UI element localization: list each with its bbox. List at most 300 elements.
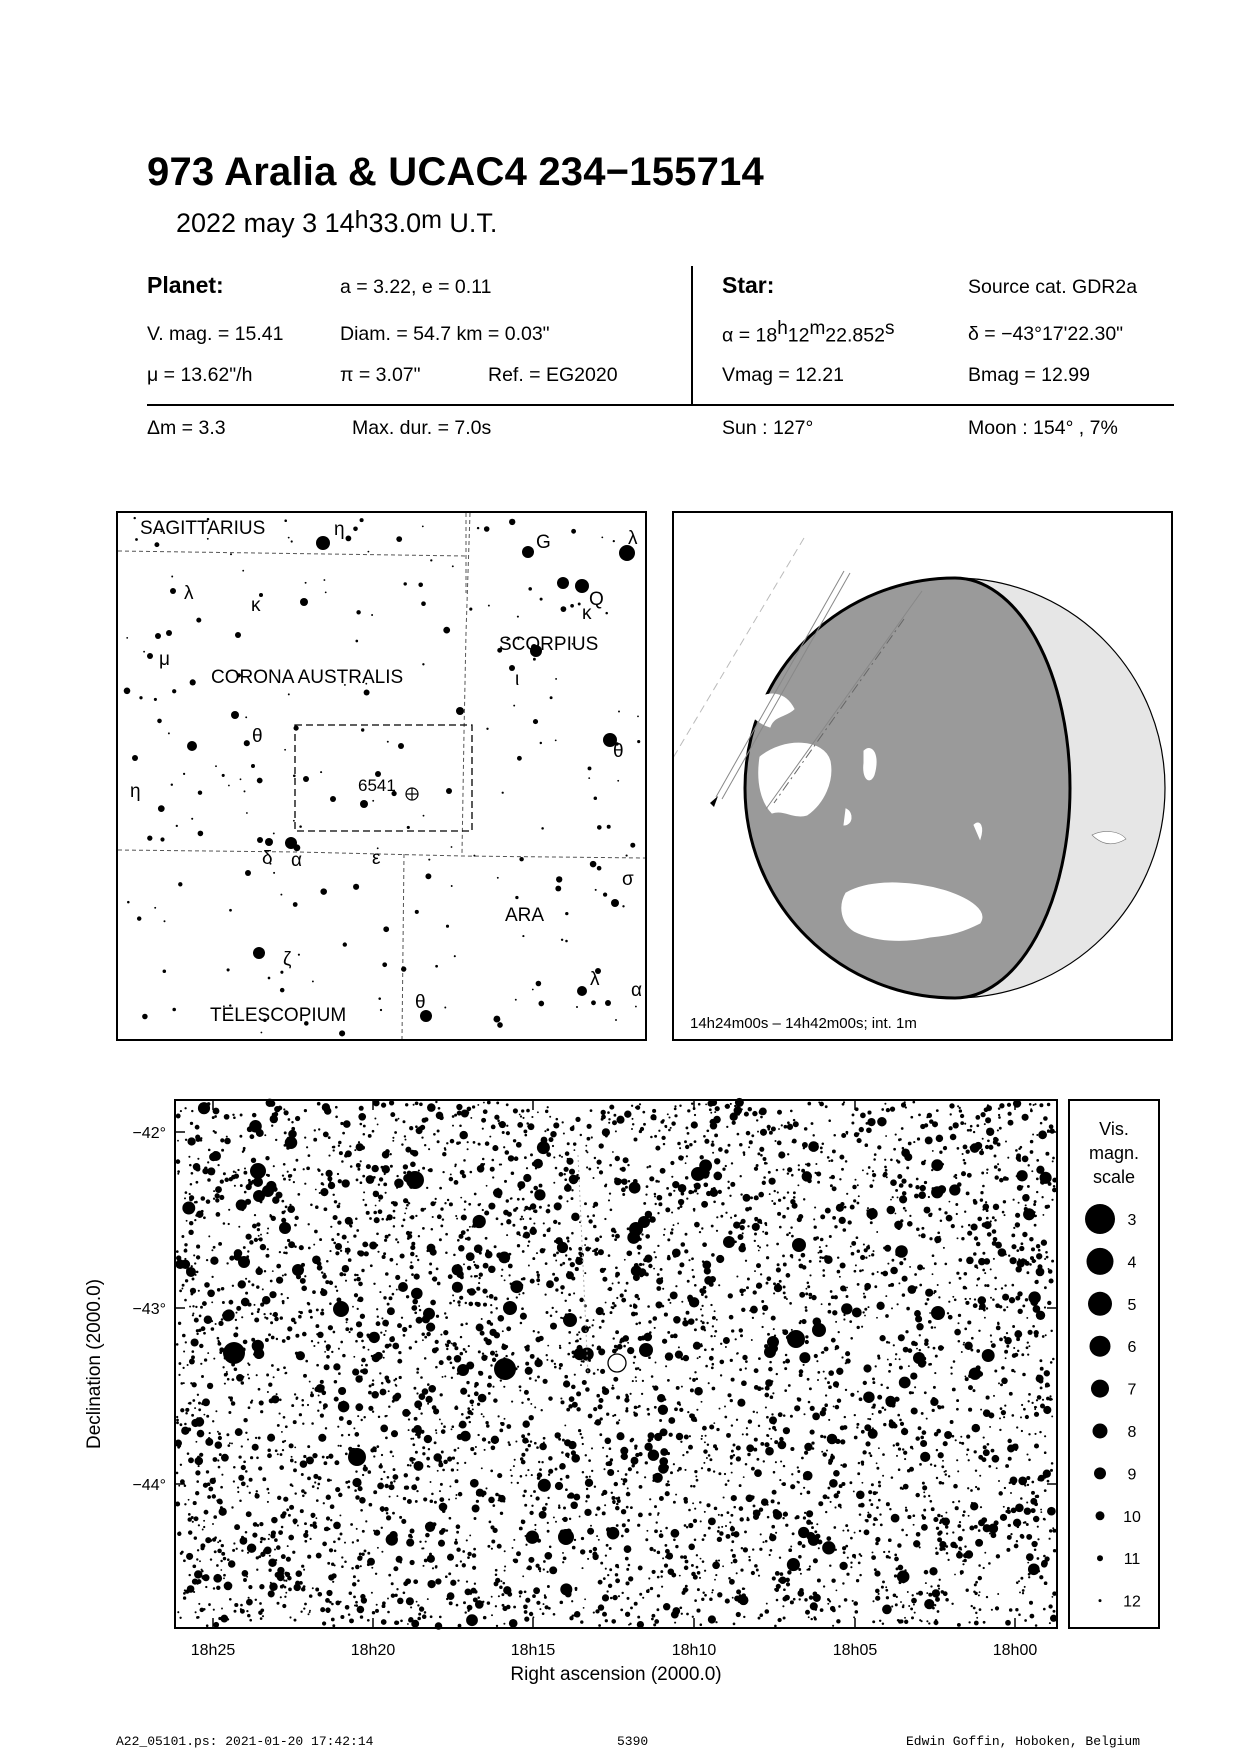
field-star-969 — [984, 1123, 986, 1125]
field-star-3352 — [467, 1237, 471, 1241]
field-star-4359 — [608, 1118, 610, 1120]
field-star-3144 — [903, 1347, 909, 1353]
field-star-115 — [543, 1560, 546, 1563]
field-star-4282 — [318, 1592, 323, 1597]
field-star-209 — [416, 1368, 419, 1371]
field-star-3431 — [241, 1298, 250, 1307]
field-star-3567 — [506, 1103, 509, 1106]
field-star-1427 — [344, 1154, 348, 1158]
field-star-1874 — [427, 1323, 431, 1327]
field-star-3312 — [324, 1527, 328, 1531]
field-star-2742 — [411, 1484, 417, 1490]
field-star-12 — [564, 1167, 569, 1172]
field-star-4114 — [478, 1282, 480, 1284]
finder-star-f117 — [293, 774, 296, 777]
field-star-3191 — [793, 1119, 796, 1122]
field-star-802 — [547, 1530, 550, 1533]
field-star-1279 — [517, 1366, 519, 1368]
field-star-2463 — [312, 1485, 315, 1488]
field-star-3276 — [919, 1334, 921, 1336]
field-star-4562 — [700, 1320, 702, 1322]
field-star-693 — [701, 1435, 703, 1437]
field-star-4609 — [294, 1321, 297, 1324]
field-star-2106 — [343, 1273, 346, 1276]
field-star-1975 — [616, 1396, 620, 1400]
field-star-1013 — [199, 1344, 203, 1348]
field-star-1097 — [442, 1376, 444, 1378]
field-star-3116 — [192, 1312, 194, 1314]
field-star-779 — [284, 1596, 286, 1598]
field-star-2990 — [982, 1269, 985, 1272]
field-star-4318 — [895, 1603, 897, 1605]
field-star-2925 — [872, 1620, 875, 1623]
field-star-1363 — [664, 1228, 666, 1230]
field-star-2194 — [648, 1589, 650, 1591]
field-star-3897 — [583, 1607, 585, 1609]
field-star-3950 — [607, 1111, 610, 1114]
field-star-4331 — [970, 1146, 972, 1148]
field-star-4274 — [193, 1163, 201, 1171]
field-star-3575 — [916, 1323, 923, 1330]
field-star-2203 — [321, 1271, 323, 1273]
field-star-4574 — [366, 1175, 375, 1184]
field-star-4592 — [846, 1287, 848, 1289]
field-star-4687 — [607, 1288, 609, 1290]
field-star-3927 — [381, 1382, 384, 1385]
field-star-4446 — [264, 1270, 266, 1272]
field-star-280 — [459, 1125, 462, 1128]
field-star-2437 — [571, 1385, 576, 1390]
field-star-3623 — [221, 1474, 223, 1476]
field-star-2387 — [456, 1604, 459, 1607]
field-star-1727 — [998, 1168, 1001, 1171]
field-star-2661 — [694, 1371, 696, 1373]
field-star-416 — [481, 1118, 486, 1123]
field-star-853 — [320, 1414, 324, 1418]
field-star-4464 — [523, 1604, 528, 1609]
field-star-2287 — [817, 1579, 821, 1583]
field-star-3754 — [996, 1467, 998, 1469]
field-star-2676 — [817, 1379, 819, 1381]
field-star-1713 — [379, 1291, 381, 1293]
field-star-3209 — [795, 1517, 798, 1520]
finder-star-f73 — [423, 815, 425, 817]
field-star-3128 — [217, 1337, 220, 1340]
field-star-2557 — [822, 1269, 825, 1272]
field-star-401 — [416, 1601, 418, 1603]
field-star-3518 — [867, 1207, 869, 1209]
field-star-3201 — [834, 1506, 836, 1508]
field-star-754 — [932, 1273, 934, 1275]
field-star-1441 — [712, 1387, 716, 1391]
field-star-1976 — [314, 1129, 316, 1131]
field-star-3715 — [388, 1574, 391, 1577]
field-star-3951 — [287, 1171, 289, 1173]
field-star-4094 — [248, 1597, 250, 1599]
field-star-2247 — [685, 1585, 688, 1588]
field-star-205 — [714, 1310, 716, 1312]
field-star-2816 — [494, 1297, 498, 1301]
field-star-3274 — [1004, 1487, 1006, 1489]
field-star-1177 — [268, 1534, 270, 1536]
field-star-1 — [765, 1447, 774, 1456]
field-star-131 — [998, 1480, 1000, 1482]
field-star-888 — [554, 1202, 562, 1210]
field-star-4498 — [345, 1453, 348, 1456]
field-star-2709 — [615, 1578, 620, 1583]
field-star-1509 — [820, 1238, 824, 1242]
field-star-827 — [973, 1607, 976, 1610]
field-star-2629 — [585, 1454, 587, 1456]
field-star-2250 — [602, 1612, 607, 1617]
field-star-4492 — [651, 1618, 654, 1621]
field-star-1170 — [653, 1623, 656, 1626]
field-star-506 — [222, 1366, 224, 1368]
finder-star-f112 — [509, 519, 515, 525]
field-star-3673 — [531, 1505, 533, 1507]
field-star-2209 — [406, 1597, 414, 1605]
minute-mark: m — [421, 206, 442, 234]
field-star-1868 — [418, 1407, 421, 1410]
finder-star-8 — [231, 711, 239, 719]
field-star-2860 — [281, 1293, 283, 1295]
field-star-267 — [316, 1553, 322, 1559]
field-star-1701 — [728, 1293, 733, 1298]
field-star-1181 — [891, 1605, 893, 1607]
field-star-2061 — [912, 1101, 915, 1104]
field-star-4033 — [323, 1273, 325, 1275]
finder-star-f97 — [298, 954, 300, 956]
field-star-826 — [271, 1125, 273, 1127]
field-star-4639 — [692, 1378, 696, 1382]
field-star-2775 — [361, 1553, 364, 1556]
field-star-4287 — [179, 1531, 181, 1533]
field-star-3178 — [357, 1579, 360, 1582]
field-star-638 — [559, 1367, 562, 1370]
time-system: U.T. — [441, 208, 498, 238]
field-star-4067 — [954, 1174, 957, 1177]
field-star-3596 — [728, 1577, 731, 1580]
field-star-2491 — [825, 1511, 827, 1513]
field-star-2713 — [412, 1438, 414, 1440]
field-star-3009 — [226, 1433, 229, 1436]
field-star-3832 — [411, 1273, 414, 1276]
field-star-1580 — [362, 1175, 365, 1178]
field-star-514 — [823, 1494, 828, 1499]
field-star-3515 — [728, 1230, 732, 1234]
field-star-4003 — [184, 1107, 186, 1109]
field-star-3531 — [949, 1282, 951, 1284]
field-star-4103 — [782, 1255, 785, 1258]
field-star-2327 — [611, 1492, 613, 1494]
label-theta-ara: θ — [415, 992, 426, 1013]
field-star-2191 — [964, 1342, 972, 1350]
field-star-65 — [437, 1140, 440, 1143]
field-star-2132 — [905, 1507, 907, 1509]
finder-star-f19 — [135, 538, 138, 541]
field-star-3941 — [653, 1385, 658, 1390]
field-star-4266 — [424, 1208, 426, 1210]
field-star-3183 — [925, 1302, 928, 1305]
earth-globe-svg — [674, 513, 1171, 1039]
field-star-2722 — [798, 1568, 801, 1571]
field-star-4252 — [367, 1619, 370, 1622]
field-star-2091 — [863, 1364, 871, 1372]
field-star-1606 — [897, 1543, 901, 1547]
field-star-3487 — [218, 1436, 222, 1440]
field-star-3764 — [306, 1166, 310, 1170]
field-star-4312 — [872, 1170, 874, 1172]
field-star-330 — [814, 1226, 817, 1229]
field-star-3319 — [338, 1372, 341, 1375]
field-star-3712 — [501, 1593, 504, 1596]
field-star-704 — [691, 1102, 693, 1104]
field-star-2136 — [474, 1391, 479, 1396]
field-star-1901 — [951, 1603, 953, 1605]
field-star-2410 — [304, 1540, 307, 1543]
finder-star-21 — [265, 838, 273, 846]
field-star-3734 — [634, 1312, 637, 1315]
field-star-2821 — [803, 1198, 805, 1200]
field-star-1555 — [902, 1276, 908, 1282]
field-star-2574 — [441, 1429, 446, 1434]
field-star-4080 — [316, 1499, 319, 1502]
field-star-68 — [337, 1233, 340, 1236]
field-star-239 — [900, 1422, 904, 1426]
field-star-4158 — [875, 1365, 877, 1367]
field-star-2338 — [994, 1155, 997, 1158]
field-star-666 — [208, 1235, 210, 1237]
field-star-3829 — [474, 1275, 477, 1278]
field-star-3561 — [431, 1228, 434, 1231]
field-star-3781 — [288, 1514, 291, 1517]
field-star-3901 — [315, 1205, 319, 1209]
field-star-2116 — [281, 1526, 284, 1529]
field-star-769 — [427, 1598, 429, 1600]
finder-star-f126 — [533, 658, 536, 661]
field-star-2432 — [212, 1420, 214, 1422]
field-star-1393 — [699, 1501, 702, 1504]
field-star-3339 — [572, 1546, 576, 1550]
field-star-4260 — [185, 1248, 187, 1250]
field-star-1451 — [492, 1504, 495, 1507]
field-star-854 — [413, 1104, 415, 1106]
field-star-2456 — [612, 1120, 617, 1125]
finder-star-f113 — [230, 553, 232, 555]
field-star-4685 — [280, 1585, 284, 1589]
field-star-3537 — [842, 1582, 844, 1584]
label-epsilon-cra: ε — [372, 848, 381, 869]
field-star-3058 — [566, 1408, 570, 1412]
field-star-2587 — [1048, 1385, 1050, 1387]
field-star-3227 — [296, 1397, 299, 1400]
field-star-781 — [328, 1182, 335, 1189]
field-star-3568 — [383, 1182, 387, 1186]
field-star-2867 — [459, 1425, 461, 1427]
field-star-801 — [710, 1335, 712, 1337]
field-star-2570 — [358, 1250, 364, 1256]
field-star-3326 — [556, 1118, 559, 1121]
field-star-3809 — [1028, 1576, 1030, 1578]
field-star-2214 — [989, 1130, 994, 1135]
field-star-4323 — [791, 1235, 794, 1238]
finder-star-f5 — [477, 527, 479, 529]
field-star-3360 — [730, 1526, 735, 1531]
field-star-415 — [1000, 1383, 1003, 1386]
field-star-2619 — [1005, 1177, 1009, 1181]
field-star-2481 — [580, 1620, 583, 1623]
field-star-2820 — [534, 1524, 536, 1526]
field-star-2125 — [335, 1116, 338, 1119]
field-star-2232 — [899, 1377, 911, 1389]
field-star-669 — [753, 1290, 757, 1294]
field-star-334 — [790, 1110, 793, 1113]
finder-star-4 — [155, 633, 161, 639]
field-star-1328 — [825, 1394, 827, 1396]
field-star-597 — [1049, 1278, 1054, 1283]
field-star-848 — [196, 1255, 200, 1259]
field-star-2506 — [963, 1144, 968, 1149]
field-star-1025 — [957, 1470, 959, 1472]
field-star-803 — [936, 1527, 939, 1530]
field-star-3419 — [878, 1447, 880, 1449]
field-star-1159 — [995, 1288, 997, 1290]
field-star-3919 — [804, 1451, 808, 1455]
field-star-3179 — [809, 1565, 811, 1567]
field-star-3937 — [350, 1165, 353, 1168]
field-star-2199 — [432, 1276, 437, 1281]
field-star-2299 — [624, 1111, 631, 1118]
field-star-371 — [456, 1494, 458, 1496]
field-star-3299 — [702, 1244, 704, 1246]
field-star-3802 — [463, 1348, 465, 1350]
field-star-1690 — [486, 1249, 489, 1252]
field-star-3472 — [924, 1599, 934, 1609]
field-star-3548 — [719, 1531, 723, 1535]
field-star-1045 — [770, 1438, 772, 1440]
field-star-1620 — [971, 1337, 974, 1340]
field-star-4624 — [443, 1507, 445, 1509]
field-star-2428 — [223, 1557, 226, 1560]
finder-star-f88 — [312, 980, 314, 982]
field-star-2020 — [599, 1143, 604, 1148]
field-star-4692 — [864, 1315, 866, 1317]
field-star-472 — [247, 1543, 256, 1552]
field-star-776 — [700, 1520, 702, 1522]
field-star-1046 — [376, 1321, 381, 1326]
field-star-3426 — [588, 1359, 591, 1362]
field-star-2940 — [475, 1265, 479, 1269]
field-star-4192 — [866, 1127, 872, 1133]
field-star-4635 — [571, 1614, 573, 1616]
field-star-1554 — [630, 1506, 633, 1509]
field-star-1539 — [694, 1328, 697, 1331]
field-star-2393 — [208, 1487, 213, 1492]
field-star-1312 — [315, 1189, 317, 1191]
field-star-4081 — [734, 1595, 740, 1601]
field-star-3527 — [458, 1624, 462, 1628]
field-star-4127 — [388, 1405, 390, 1407]
field-star-3011 — [284, 1372, 286, 1374]
field-star-1332 — [415, 1255, 417, 1257]
field-star-902 — [908, 1605, 910, 1607]
field-star-709 — [259, 1400, 264, 1405]
field-star-176 — [963, 1159, 966, 1162]
field-star-4431 — [766, 1434, 769, 1437]
field-star-1919 — [1040, 1509, 1042, 1511]
field-star-1512 — [280, 1453, 283, 1456]
field-star-3141 — [980, 1112, 985, 1117]
field-star-2696 — [684, 1249, 688, 1253]
field-star-635 — [1016, 1581, 1019, 1584]
field-star-1326 — [539, 1608, 541, 1610]
field-star-3194 — [181, 1551, 184, 1554]
field-star-1779 — [348, 1613, 351, 1616]
field-star-2611 — [428, 1448, 430, 1450]
field-star-3775 — [416, 1371, 419, 1374]
field-star-3136 — [811, 1441, 814, 1444]
field-star-3963 — [272, 1314, 274, 1316]
field-star-1863 — [1045, 1334, 1047, 1336]
field-star-3407 — [427, 1555, 435, 1563]
field-star-2370 — [1002, 1294, 1009, 1301]
field-star-2724 — [612, 1302, 615, 1305]
field-star-4477 — [220, 1560, 222, 1562]
field-star-3204 — [590, 1525, 592, 1527]
planet-motion: μ = 13.62"/h — [147, 364, 253, 386]
finder-star-f172 — [142, 1014, 148, 1020]
field-star-403 — [266, 1099, 274, 1107]
field-star-3335 — [245, 1278, 247, 1280]
field-star-3415 — [1051, 1596, 1053, 1598]
field-star-3428 — [288, 1241, 295, 1248]
field-star-1922 — [878, 1481, 881, 1484]
field-star-1072 — [801, 1319, 806, 1324]
field-star-703 — [233, 1480, 235, 1482]
field-star-479 — [712, 1561, 720, 1569]
field-star-1704 — [554, 1277, 559, 1282]
field-star-4566 — [423, 1497, 427, 1501]
field-star-4336 — [891, 1403, 896, 1408]
finder-star-f50 — [493, 1016, 500, 1023]
field-star-1464 — [827, 1381, 830, 1384]
field-star-3344 — [739, 1484, 742, 1487]
field-star-3727 — [605, 1568, 607, 1570]
field-star-1269 — [234, 1610, 237, 1613]
field-star-3173 — [559, 1172, 564, 1177]
field-star-1450 — [522, 1218, 524, 1220]
field-star-3601 — [546, 1354, 548, 1356]
field-star-1439 — [1004, 1214, 1006, 1216]
field-star-4544 — [984, 1410, 986, 1412]
field-star-3434 — [233, 1171, 235, 1173]
field-star-3455 — [393, 1201, 398, 1206]
field-star-567 — [553, 1516, 555, 1518]
field-star-829 — [293, 1168, 296, 1171]
field-star-2472 — [442, 1171, 444, 1173]
field-star-1605 — [973, 1252, 977, 1256]
field-star-270 — [260, 1244, 266, 1250]
field-star-4301 — [678, 1346, 680, 1348]
field-star-3980 — [645, 1461, 648, 1464]
field-star-4097 — [264, 1134, 266, 1136]
field-star-3188 — [612, 1283, 614, 1285]
field-star-4621 — [783, 1196, 786, 1199]
field-star-3402 — [448, 1274, 453, 1279]
field-star-2025 — [289, 1505, 294, 1510]
field-star-3777 — [482, 1209, 484, 1211]
field-star-3784 — [632, 1380, 634, 1382]
